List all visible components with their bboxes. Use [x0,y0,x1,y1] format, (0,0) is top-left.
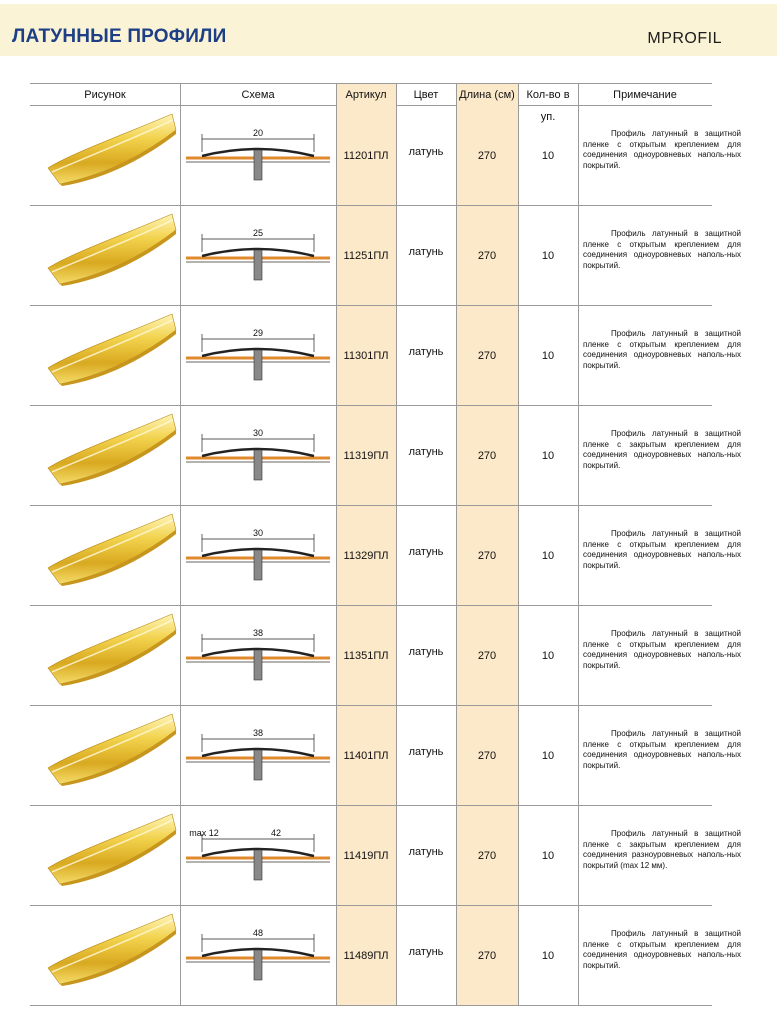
column-divider [180,906,181,1006]
table-row [30,606,741,706]
article-cell-value: 11329ПЛ [343,550,389,562]
length-cell [456,706,518,805]
length-cell [456,206,518,305]
column-divider [180,206,181,306]
column-divider [578,106,579,206]
schema-dimension-label: 42 [270,828,282,838]
table-row [30,106,741,206]
quantity-cell [518,106,578,205]
note-cell [578,706,741,805]
quantity-cell [518,406,578,505]
col-picture: Рисунок [84,89,126,101]
column-divider [396,206,397,306]
col-article: Артикул [336,84,396,106]
quantity-cell-value: 10 [541,450,555,462]
column-divider [396,606,397,706]
color-cell [396,406,456,505]
column-divider [396,306,397,406]
column-divider [456,806,457,906]
length-cell [456,906,518,1005]
length-cell [456,406,518,505]
profile-picture [30,406,180,505]
color-cell-value: латунь [408,446,444,458]
note-cell [578,806,741,905]
column-divider [456,306,457,406]
article-cell [336,506,396,605]
schema-dimension-label: 48 [252,928,264,938]
article-cell [336,406,396,505]
length-cell [456,806,518,905]
length-cell [456,106,518,205]
schema-dimension-label: 38 [252,628,264,638]
note-cell [578,306,741,405]
schema-dimension-label: max 12 [189,828,219,838]
table-row [30,206,741,306]
column-divider [456,606,457,706]
article-cell-value: 11201ПЛ [343,150,389,162]
schema-dimension-label: 29 [252,328,264,338]
table-row [30,906,741,1006]
color-cell [396,906,456,1005]
schema-dimension-label: 25 [252,228,264,238]
quantity-cell-value: 10 [541,550,555,562]
note-text: Профиль латунный в защитной пленке с закрытым креплением для соединения одноуровневых наполь-ных покрытий. [583,429,741,470]
article-cell-value: 11401ПЛ [343,750,389,762]
column-divider [518,106,519,206]
column-divider [456,106,457,206]
page-title: ЛАТУННЫЕ ПРОФИЛИ [12,26,227,47]
page-header [0,4,777,56]
profile-schema [180,306,336,405]
column-divider [518,506,519,606]
article-cell-value: 11319ПЛ [343,450,389,462]
column-divider [336,806,337,906]
note-text: Профиль латунный в защитной пленке с открытым креплением для соединения одноуровневых наполь-ных покрытий. [583,729,741,770]
column-divider [518,806,519,906]
article-cell [336,106,396,205]
color-cell [396,806,456,905]
length-cell-value: 270 [477,250,497,262]
column-divider [456,906,457,1006]
quantity-cell-value: 10 [541,150,555,162]
note-cell [578,206,741,305]
color-cell [396,706,456,805]
article-cell [336,206,396,305]
column-divider [578,506,579,606]
article-cell-value: 11251ПЛ [343,250,389,262]
quantity-cell-value: 10 [541,850,555,862]
color-cell [396,306,456,405]
column-divider [578,906,579,1006]
table-header [30,83,712,123]
column-divider [180,84,181,106]
length-cell-value: 270 [477,450,497,462]
column-divider [336,506,337,606]
column-divider [578,306,579,406]
column-divider [396,106,397,206]
color-cell [396,506,456,605]
column-divider [518,306,519,406]
table-row [30,806,741,906]
col-schema: Схема [241,89,275,101]
quantity-cell-value: 10 [541,950,555,962]
schema-dimension-label: 30 [252,528,264,538]
profile-schema [180,606,336,705]
column-divider [578,806,579,906]
column-divider [456,406,457,506]
quantity-cell [518,706,578,805]
quantity-cell-value: 10 [541,750,555,762]
length-cell-value: 270 [477,150,497,162]
column-divider [336,206,337,306]
table-row [30,506,741,606]
profile-schema [180,506,336,605]
schema-dimension-label: 38 [252,728,264,738]
note-text: Профиль латунный в защитной пленке с открытым креплением для соединения одноуровневых наполь-ных покрытий. [583,229,741,270]
col-note: Примечание [613,89,677,101]
length-cell [456,506,518,605]
article-cell-value: 11301ПЛ [343,350,389,362]
length-cell-value: 270 [477,950,497,962]
quantity-cell [518,806,578,905]
column-divider [396,806,397,906]
color-cell [396,606,456,705]
column-divider [456,206,457,306]
profile-picture [30,306,180,405]
quantity-cell [518,906,578,1005]
column-divider [456,506,457,606]
table-row [30,706,741,806]
article-cell [336,306,396,405]
column-divider [336,706,337,806]
note-text: Профиль латунный в защитной пленке с открытым креплением для соединения одноуровневых наполь-ных покрытий. [583,329,741,370]
color-cell-value: латунь [408,546,444,558]
length-cell-value: 270 [477,650,497,662]
profile-picture [30,906,180,1005]
column-divider [396,906,397,1006]
quantity-cell-value: 10 [541,250,555,262]
column-divider [518,206,519,306]
column-divider [578,406,579,506]
profile-schema [180,406,336,505]
column-divider [518,606,519,706]
note-text: Профиль латунный в защитной пленке с открытым креплением для соединения одноуровневых наполь-ных покрытий. [583,129,741,170]
article-cell [336,906,396,1005]
column-divider [518,84,519,106]
note-cell [578,606,741,705]
col-quantity: Кол-во в уп. [526,89,570,123]
column-divider [578,206,579,306]
column-divider [396,706,397,806]
article-cell-value: 11351ПЛ [343,650,389,662]
profile-schema [180,906,336,1005]
article-cell [336,706,396,805]
length-cell-value: 270 [477,550,497,562]
article-cell [336,606,396,705]
length-cell [456,306,518,405]
profile-schema [180,706,336,805]
column-divider [396,406,397,506]
color-cell-value: латунь [408,946,444,958]
quantity-cell-value: 10 [541,650,555,662]
column-divider [578,84,579,106]
column-divider [180,406,181,506]
column-divider [180,306,181,406]
col-length: Длина (см) [456,84,518,106]
article-cell-value: 11489ПЛ [343,950,389,962]
color-cell [396,106,456,205]
profile-picture [30,806,180,905]
column-divider [336,906,337,1006]
column-divider [180,806,181,906]
column-divider [578,706,579,806]
column-divider [180,506,181,606]
profile-schema [180,806,336,905]
profile-schema [180,106,336,205]
color-cell-value: латунь [408,146,444,158]
profile-picture [30,506,180,605]
column-divider [396,506,397,606]
column-divider [456,84,457,106]
profile-picture [30,606,180,705]
note-cell [578,906,741,1005]
column-divider [518,906,519,1006]
color-cell-value: латунь [408,746,444,758]
table-row [30,306,741,406]
note-text: Профиль латунный в защитной пленке с открытым креплением для соединения одноуровневых наполь-ных покрытий. [583,529,741,570]
note-cell [578,106,741,205]
color-cell-value: латунь [408,346,444,358]
column-divider [336,406,337,506]
quantity-cell [518,206,578,305]
profile-picture [30,206,180,305]
note-text: Профиль латунный в защитной пленке с открытым креплением для соединения одноуровневых наполь-ных покрытий. [583,929,741,970]
column-divider [518,406,519,506]
column-divider [336,84,337,106]
quantity-cell [518,306,578,405]
column-divider [180,106,181,206]
color-cell [396,206,456,305]
profile-picture [30,106,180,205]
article-cell-value: 11419ПЛ [343,850,389,862]
column-divider [456,706,457,806]
column-divider [578,606,579,706]
color-cell-value: латунь [408,246,444,258]
length-cell-value: 270 [477,750,497,762]
note-text: Профиль латунный в защитной пленке с открытым креплением для соединения одноуровневых наполь-ных покрытий. [583,629,741,670]
length-cell-value: 270 [477,350,497,362]
note-cell [578,506,741,605]
profile-schema [180,206,336,305]
column-divider [336,306,337,406]
length-cell [456,606,518,705]
schema-dimension-label: 20 [252,128,264,138]
table-row [30,406,741,506]
color-cell-value: латунь [408,846,444,858]
column-divider [336,106,337,206]
column-divider [518,706,519,806]
column-divider [396,84,397,106]
column-divider [336,606,337,706]
color-cell-value: латунь [408,646,444,658]
quantity-cell-value: 10 [541,350,555,362]
quantity-cell [518,606,578,705]
article-cell [336,806,396,905]
profile-picture [30,706,180,805]
brand-name: MPROFIL [647,30,722,47]
column-divider [180,706,181,806]
note-cell [578,406,741,505]
column-divider [180,606,181,706]
length-cell-value: 270 [477,850,497,862]
note-text: Профиль латунный в защитной пленке с закрытым креплением для соединения разноуровневых наполь-ных покрытий (max 12 мм). [583,829,741,870]
quantity-cell [518,506,578,605]
col-color: Цвет [413,89,439,101]
schema-dimension-label: 30 [252,428,264,438]
